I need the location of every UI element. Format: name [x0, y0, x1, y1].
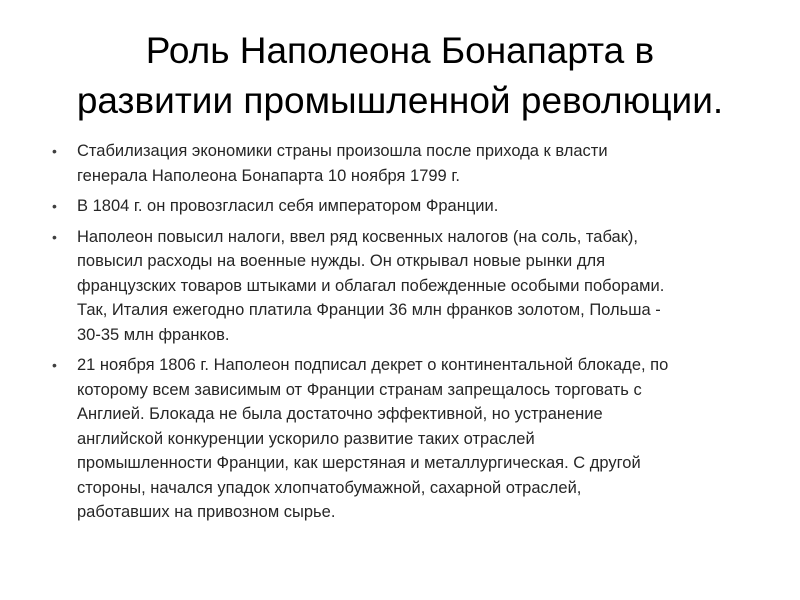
- bullet-text-line: повысил расходы на военные нужды. Он открывал новые рынки для: [77, 252, 606, 270]
- bullet-text-line: промышленности Франции, как шерстяная и металлургическая. С другой: [77, 454, 641, 472]
- bullet-text-line: французских товаров штыками и облагал побежденные особыми поборами.: [77, 276, 665, 295]
- bullet-text-line: 21 ноября 1806 г. Наполеон подписал декрет о континентальной блокаде, по: [77, 356, 669, 374]
- slide-title-line: развитии промышленной революции.: [76, 80, 724, 121]
- bullet-text-line: стороны, начался упадок хлопчатобумажной, сахарной отраслей,: [77, 478, 582, 497]
- bullet-text-line: генерала Наполеона Бонапарта 10 ноября 1799 г.: [77, 166, 460, 185]
- bullet-text-line: Стабилизация экономики страны произошла после прихода к власти: [77, 142, 608, 160]
- bullet-text-line: которому всем зависимым от Франции странам запрещалось торговать с: [77, 380, 642, 399]
- bullet-marker: •: [52, 357, 57, 373]
- bullet-item-emperor: [0, 194, 800, 219]
- slide-title-line: Роль Наполеона Бонапарта в: [145, 30, 655, 71]
- bullet-text-line: Наполеон повысил налоги, ввел ряд косвенных налогов (на соль, табак),: [77, 227, 639, 246]
- bullet-marker: •: [52, 198, 57, 214]
- bullet-text-line: Англией. Блокада не была достаточно эффективной, но устранение: [77, 405, 603, 423]
- bullet-marker: •: [52, 143, 57, 159]
- bullet-marker: •: [52, 228, 57, 245]
- bullet-item-blockade: [0, 353, 800, 525]
- slide-title: [40, 26, 760, 126]
- bullet-list: [0, 139, 800, 531]
- bullet-item-stabilization: [0, 139, 800, 188]
- bullet-text-line: английской конкуренции ускорило развитие таких отраслей: [77, 429, 535, 448]
- bullet-text-line: В 1804 г. он провозгласил себя императором Франции.: [77, 197, 499, 215]
- bullet-text-line: работавших на привозном сырье.: [77, 503, 336, 521]
- bullet-text-line: 30-35 млн франков.: [77, 325, 230, 344]
- bullet-item-taxes: [0, 225, 800, 348]
- bullet-text-line: Так, Италия ежегодно платила Франции 36 млн франков золотом, Польша -: [77, 301, 661, 319]
